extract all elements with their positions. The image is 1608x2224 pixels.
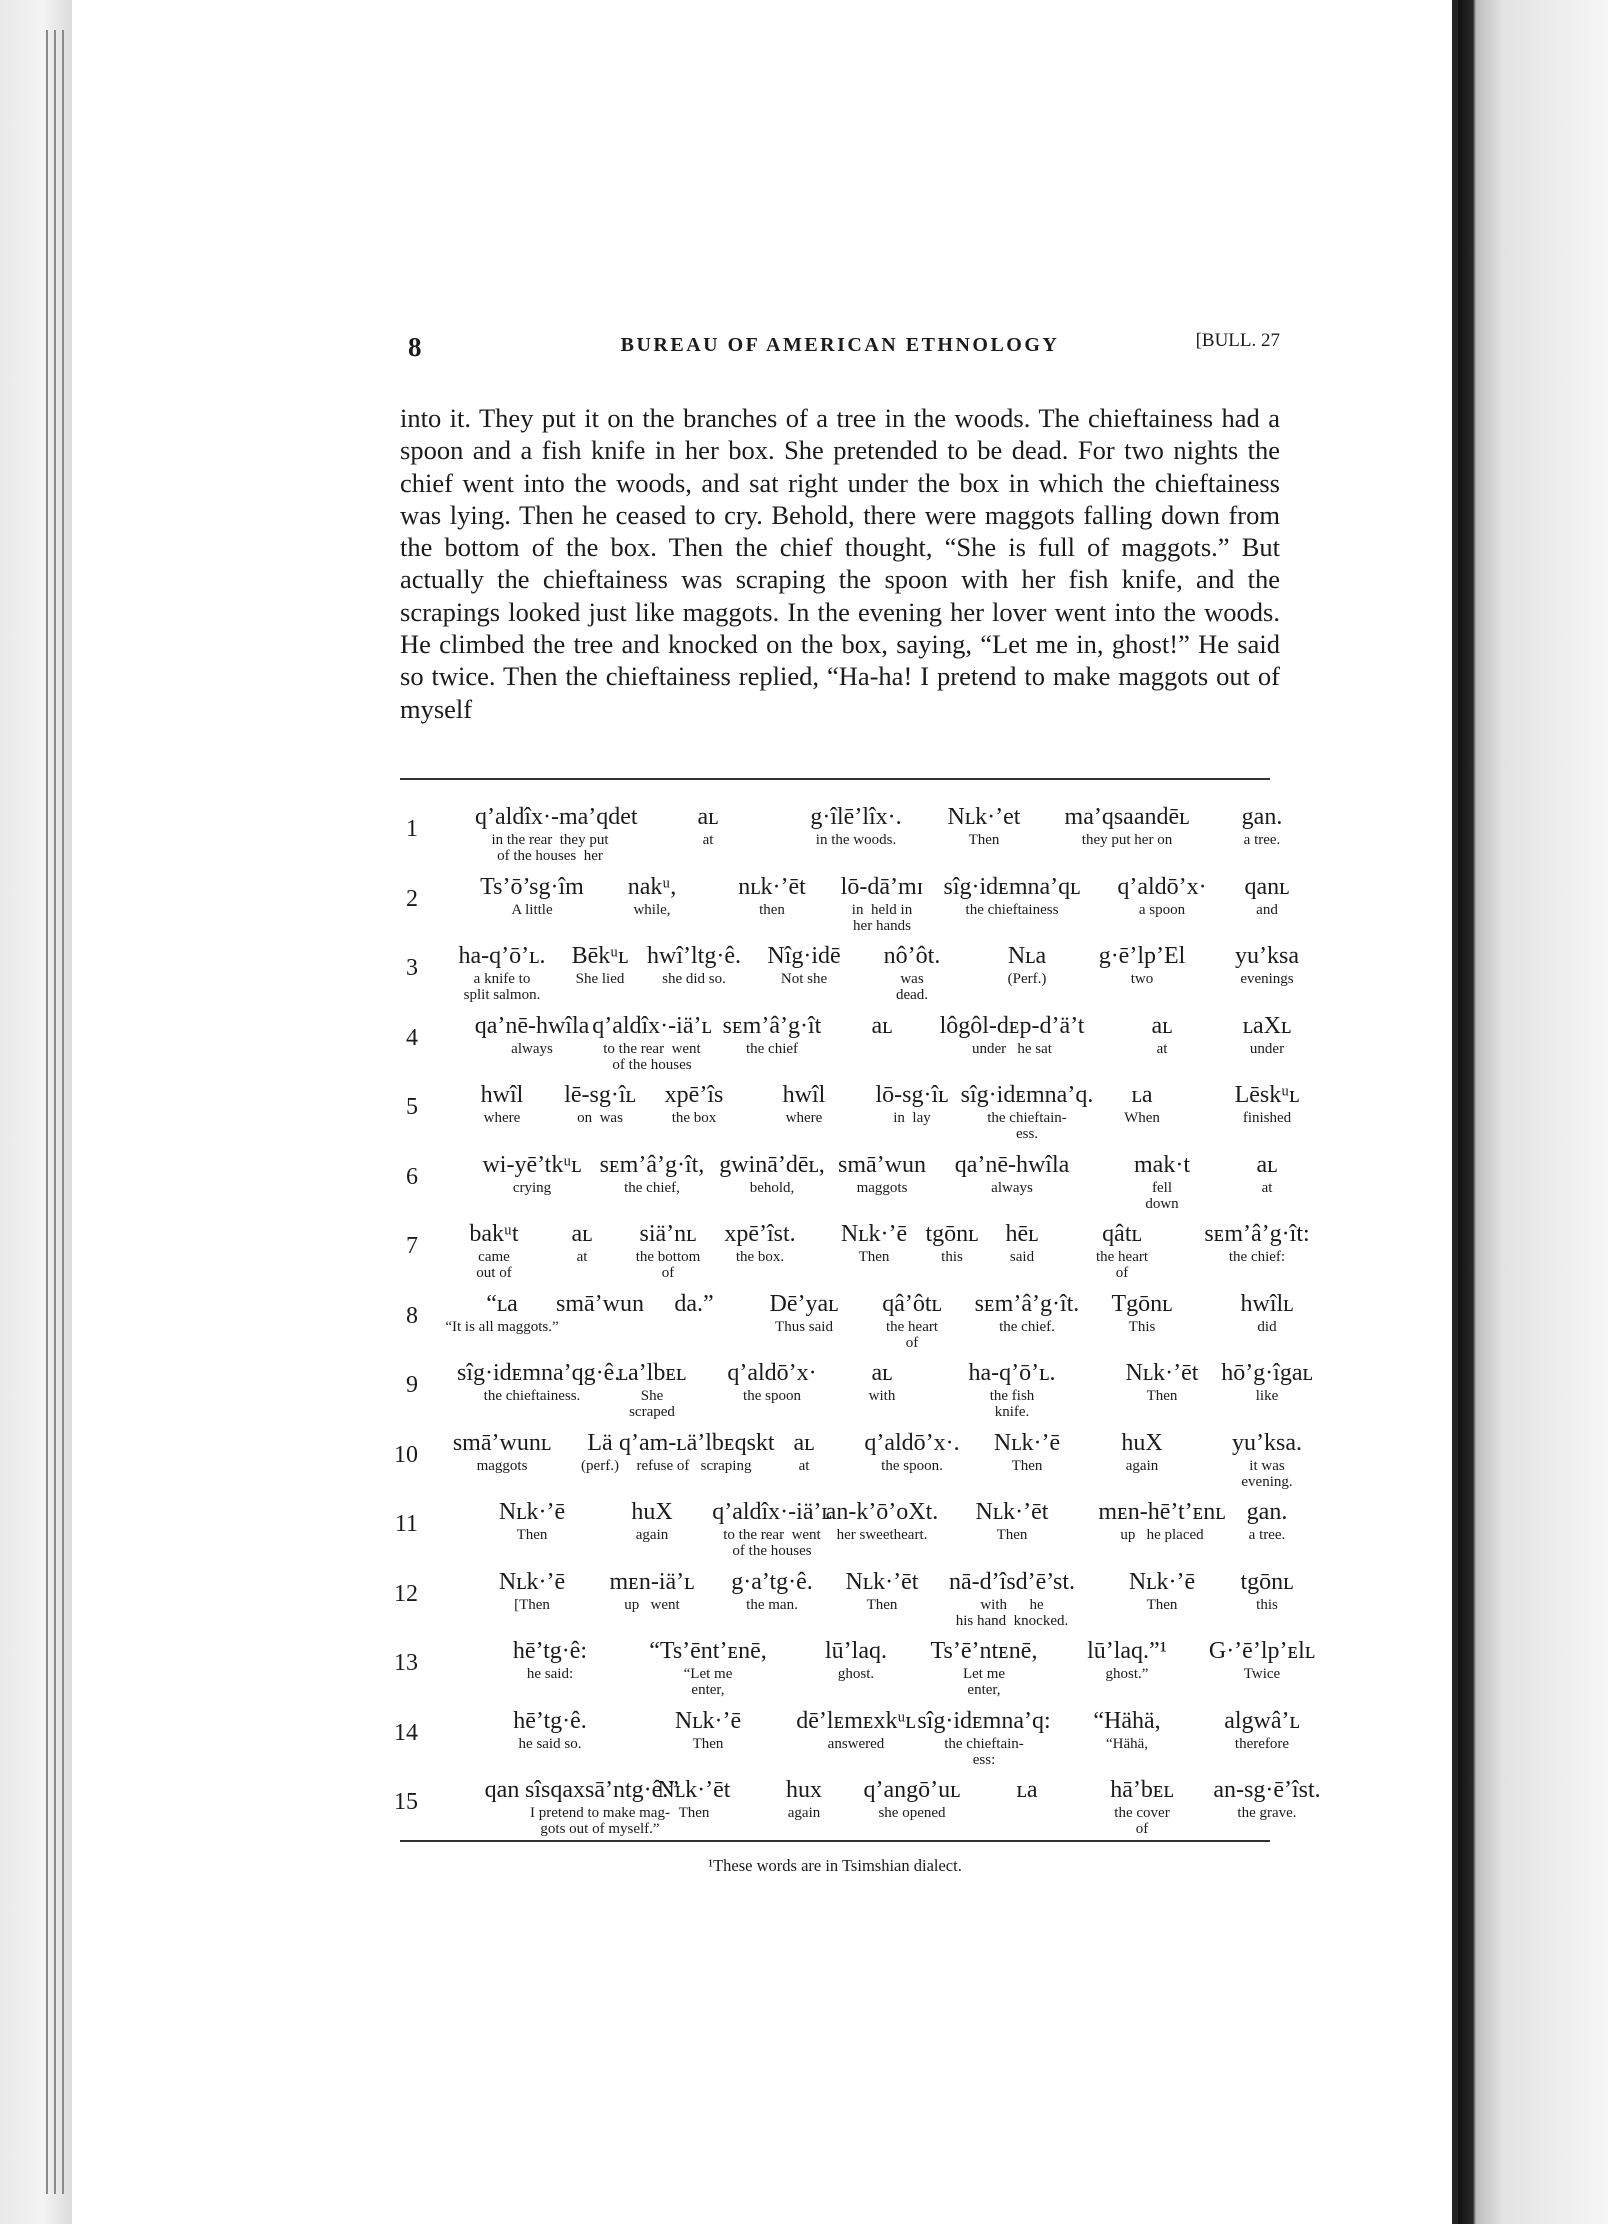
native-word: q’aldîx·-ma’qdet [475, 804, 638, 830]
word-group [475, 1706, 625, 1752]
native-word: hē’tg·ê. [513, 1707, 587, 1734]
native-word: bakᵘt [469, 1221, 519, 1247]
native-word: “ʟa [486, 1290, 518, 1317]
interlinear-line [392, 872, 1290, 944]
page-stack-line [62, 30, 64, 2194]
english-gloss: crying [512, 1179, 552, 1196]
native-word: huX [631, 1499, 673, 1525]
native-word: yu’ksa. [1232, 1429, 1302, 1456]
english-gloss: the spoon. [881, 1457, 943, 1474]
native-word: mᴇn-hē’t’ᴇnʟ [1098, 1499, 1226, 1525]
english-gloss: on was [577, 1110, 623, 1126]
native-word: G·’ē’lp’ᴇlʟ [1208, 1638, 1316, 1664]
word-group [633, 802, 783, 848]
english-gloss: under he sat [972, 1040, 1052, 1057]
page-body [400, 320, 1280, 725]
english-gloss: Then [692, 1735, 724, 1752]
native-word: lū’laq.”¹ [1087, 1638, 1167, 1664]
interlinear-line [392, 1219, 1310, 1291]
native-word: hux [786, 1777, 822, 1803]
english-gloss: “It is all maggots.” [445, 1318, 559, 1335]
native-word: sîg·idᴇmna’q: [917, 1707, 1051, 1734]
english-gloss: answered [827, 1735, 885, 1752]
word-group [1187, 1636, 1337, 1682]
native-word: lō-dā’mɪ [840, 873, 924, 900]
line-number: 8 [406, 1302, 418, 1329]
line-number: 12 [394, 1580, 418, 1607]
english-gloss: the man. [746, 1596, 798, 1613]
english-gloss: the bottom of [635, 1249, 701, 1281]
word-group [937, 1150, 1087, 1196]
native-word: Nʟk·’ēt [1125, 1360, 1199, 1386]
english-gloss: a knife to split salmon. [463, 971, 541, 1003]
word-group [807, 1011, 957, 1041]
english-gloss: under [1249, 1040, 1285, 1057]
english-gloss: the chieftain- ess. [987, 1110, 1067, 1142]
native-word: sᴇm’â’g·ît. [974, 1290, 1080, 1317]
footnote: ¹These words are in Tsimshian dialect. [708, 1856, 962, 1875]
english-gloss: Then [678, 1805, 710, 1821]
native-word: tgōnʟ [1240, 1568, 1294, 1595]
english-gloss: in the woods. [815, 832, 897, 848]
native-word: Nʟk·’ēt [657, 1777, 731, 1803]
english-gloss: did [1257, 1318, 1277, 1335]
native-word: sᴇm’â’g·ît, [599, 1151, 705, 1178]
english-gloss: was dead. [895, 971, 929, 1003]
word-group [807, 1150, 957, 1196]
native-word: an-sg·ē’îst. [1213, 1777, 1321, 1803]
english-gloss: at [798, 1457, 810, 1474]
native-word: q’aldîx·-iä’ʟ [592, 1012, 712, 1039]
native-word: wi-yē’tkᵘʟ [482, 1151, 582, 1178]
word-group [1187, 802, 1337, 848]
native-word: algwâ’ʟ [1224, 1707, 1300, 1734]
english-gloss: (perf.) [581, 1457, 619, 1474]
word-group [807, 872, 957, 934]
english-gloss: behold, [749, 1179, 795, 1196]
interlinear-line [392, 941, 1299, 1013]
english-gloss: he said so. [518, 1735, 582, 1752]
native-word: q’angō’uʟ [863, 1777, 961, 1803]
native-word: q’aldîx·-iä’ʟ [712, 1499, 832, 1525]
native-word: g·îlē’lîx·. [810, 804, 902, 830]
interlinear-line [392, 1289, 1294, 1361]
english-gloss: at [576, 1249, 588, 1265]
native-word: sîg·idᴇmna’q. [960, 1082, 1094, 1108]
english-gloss: fell down [1145, 1179, 1179, 1212]
english-gloss: I pretend to make mag- gots out of myself.” [530, 1805, 670, 1837]
word-group [1047, 1219, 1197, 1281]
native-word: sîg·idᴇmna’qʟ [943, 873, 1081, 900]
word-group [807, 1358, 957, 1404]
interlinear-line [392, 1775, 1321, 1847]
native-word: ma’qsaandēʟ [1064, 804, 1190, 830]
line-number: 7 [406, 1233, 418, 1259]
interlinear-line [392, 1567, 1294, 1639]
english-gloss: a spoon [1138, 901, 1186, 918]
native-word: Nʟk·’ēt [845, 1568, 919, 1595]
scan-left-margin [0, 0, 72, 2224]
word-group [909, 1636, 1059, 1698]
native-word: nô’ôt. [883, 943, 941, 969]
english-gloss: while, [633, 901, 671, 918]
native-word: tgōnʟ [925, 1221, 979, 1247]
word-group [1187, 1706, 1337, 1752]
native-word: g·a’tg·ê. [731, 1568, 813, 1595]
word-group [937, 1497, 1087, 1543]
native-word: da.” [674, 1290, 714, 1317]
native-word: qa’nē-hwîla [474, 1012, 590, 1039]
interlinear-line [392, 1428, 1302, 1500]
line-number: 14 [394, 1719, 418, 1746]
line-number: 6 [406, 1163, 418, 1190]
english-gloss: the chief [745, 1040, 799, 1057]
english-gloss: this [941, 1249, 963, 1265]
native-word: Nʟk·’ē [993, 1429, 1061, 1456]
english-gloss: “Hähä, [1105, 1735, 1149, 1752]
english-gloss: evenings [1240, 971, 1294, 987]
word-group [937, 1358, 1087, 1420]
english-gloss: the grave. [1237, 1805, 1297, 1821]
native-word: ʟaXʟ [1242, 1012, 1292, 1039]
english-gloss: to the rear went of the houses [603, 1040, 701, 1073]
english-gloss: a tree. [1248, 1527, 1286, 1543]
english-gloss: ghost. [837, 1666, 875, 1682]
line-number: 4 [406, 1024, 418, 1051]
english-gloss: came out of [476, 1249, 512, 1281]
english-gloss: up he placed [1120, 1527, 1204, 1543]
native-word: mak·t [1134, 1151, 1190, 1178]
interlinear-line [392, 1358, 1313, 1430]
native-word: siä’nʟ [639, 1221, 697, 1247]
native-word: aʟ [1256, 1151, 1278, 1178]
english-gloss: at [702, 832, 714, 848]
word-group [909, 1706, 1059, 1768]
word-group [475, 1636, 625, 1682]
line-number: 11 [394, 1511, 418, 1537]
word-group [1192, 941, 1342, 987]
english-gloss: Twice [1243, 1666, 1281, 1682]
rule-top [400, 778, 1270, 780]
interlinear-line [392, 1497, 1288, 1569]
english-gloss: at [1156, 1040, 1168, 1057]
native-word: smā’wun [556, 1290, 644, 1317]
english-gloss: Then [968, 832, 1000, 848]
english-gloss: Then [1146, 1596, 1178, 1613]
english-gloss: Let me enter, [962, 1666, 1006, 1698]
native-word: xpē’îst. [724, 1221, 796, 1247]
line-number: 9 [406, 1372, 418, 1398]
english-gloss: the chieftain- ess: [944, 1735, 1024, 1768]
native-word: ʟa [1016, 1777, 1038, 1803]
english-gloss: in held in her hands [851, 901, 913, 934]
native-word: hwîlʟ [1240, 1290, 1294, 1317]
native-word: nʟk·’ēt [738, 873, 806, 900]
running-title: BUREAU OF AMERICAN ETHNOLOGY [620, 334, 1060, 356]
native-word: smā’wun [838, 1151, 926, 1178]
word-group [1192, 1567, 1342, 1613]
english-gloss: finished [1242, 1110, 1292, 1126]
english-gloss: with he his hand knocked. [955, 1596, 1069, 1629]
word-group [807, 1497, 957, 1543]
rule-footnote [400, 1840, 1270, 1842]
native-word: gan. [1241, 804, 1283, 830]
word-group [937, 872, 1087, 918]
native-word: ʟa [1131, 1082, 1153, 1108]
native-word: mᴇn-iä’ʟ [609, 1568, 695, 1595]
line-number: 2 [406, 885, 418, 912]
english-gloss: the chieftainess [965, 901, 1059, 918]
word-group [633, 1636, 783, 1698]
english-gloss: Thus said [775, 1318, 833, 1335]
page-stack-line [46, 30, 48, 2194]
word-group [1192, 1497, 1342, 1543]
native-word: Dē’yaʟ [769, 1290, 839, 1317]
native-word: q’aldō’x· [1117, 873, 1207, 900]
english-gloss: the chief. [999, 1318, 1055, 1335]
english-gloss: it was evening. [1241, 1457, 1293, 1490]
english-gloss: A little [511, 901, 553, 918]
english-gloss: she opened [878, 1805, 946, 1821]
english-gloss: where [785, 1110, 823, 1126]
native-word: smā’wunʟ [452, 1429, 552, 1456]
english-gloss: to the rear went of the houses [723, 1527, 821, 1559]
word-group [1052, 1706, 1202, 1752]
native-word: qa’nē-hwîla [954, 1151, 1070, 1178]
native-word: aʟ [571, 1221, 593, 1247]
english-gloss: This [1128, 1318, 1156, 1335]
native-word: qanʟ [1244, 873, 1290, 900]
english-gloss: they put her on [1081, 832, 1173, 848]
word-group [1052, 1636, 1202, 1682]
word-group [1192, 1775, 1342, 1821]
word-group [909, 802, 1059, 848]
native-word: Tgōnʟ [1111, 1290, 1173, 1317]
native-word: hō’g·îgaʟ [1221, 1360, 1313, 1386]
word-group [807, 1567, 957, 1613]
native-word: sᴇm’â’g·ît: [1204, 1221, 1310, 1247]
native-word: qâ’ôtʟ [882, 1290, 942, 1317]
line-number: 5 [406, 1094, 418, 1120]
translation-paragraph: into it. They put it on the branches of a tree in the woods. The chieftainess had a spoon and a fish knife in her box. She pretended to be dead. For two nights the chief went into the woods, and sat right under the box in which the chieftainess was lying. Then he ceased to cry. Behold, there were maggots falling down from the bottom of the box. Then the chief thought, “She is full of maggots.” But actually the chieftainess was scraping the spoon with her fish knife, and the scrapings looked just like maggots. In the evening her lover went into the woods. He climbed the tree and knocked on the box, saying, “Let me in, ghost!” He said so twice. Then the chieftainess replied, “Ha-ha! I pretend to make maggots out of myself [400, 403, 1280, 724]
english-gloss: the heart of [885, 1318, 939, 1351]
native-word: hē’tg·ê: [512, 1638, 588, 1664]
english-gloss: then [759, 901, 785, 918]
english-gloss: the chieftainess. [483, 1388, 581, 1404]
translation-text [400, 402, 1280, 725]
native-word: Nʟa [1007, 943, 1047, 969]
english-gloss: the box [671, 1110, 717, 1126]
native-word: hwîl [782, 1082, 826, 1108]
native-word: gwinā’dēʟ, [719, 1151, 825, 1178]
line-number: 3 [406, 955, 418, 981]
english-gloss: maggots [476, 1457, 528, 1474]
native-word: nakᵘ, [627, 873, 677, 900]
english-gloss: “Let me enter, [683, 1666, 733, 1698]
english-gloss: She scraped [629, 1388, 675, 1420]
interlinear-line [392, 1706, 1300, 1778]
native-word: aʟ [793, 1429, 815, 1456]
native-word: xpē’îs [664, 1082, 724, 1108]
english-gloss: a tree. [1243, 832, 1281, 848]
native-word: an-k’ō’oXt. [825, 1499, 939, 1525]
native-word: ha-q’ō’ʟ. [968, 1360, 1056, 1386]
word-group [1192, 1150, 1342, 1196]
native-word: lō-sg·îʟ [875, 1082, 949, 1108]
english-gloss: Then [1011, 1457, 1043, 1474]
native-word: g·ē’lp’El [1098, 943, 1186, 969]
native-word: hwîl [480, 1082, 524, 1108]
english-gloss: and [1256, 901, 1278, 918]
native-word: Nʟk·’ē [498, 1568, 566, 1595]
word-group [633, 1706, 783, 1752]
english-gloss: the spoon [743, 1388, 801, 1404]
line-number: 13 [394, 1650, 418, 1676]
english-gloss: said [1009, 1249, 1035, 1265]
english-gloss: Then [858, 1249, 890, 1265]
native-word: Lä [587, 1429, 613, 1456]
native-word: Ts’ō’sg·îm [480, 873, 584, 900]
word-group [1182, 1219, 1332, 1265]
english-gloss: maggots [856, 1179, 908, 1196]
line-number: 15 [394, 1789, 418, 1815]
native-word: yu’ksa [1235, 943, 1299, 969]
english-gloss: again [635, 1527, 669, 1543]
interlinear-line [392, 1011, 1292, 1083]
word-group [1052, 802, 1202, 848]
native-word: Bēkᵘʟ [571, 943, 629, 969]
native-word: Nʟk·’ē [498, 1499, 566, 1525]
bulletin-label: [BULL. 27 [1195, 330, 1280, 351]
native-word: aʟ [871, 1012, 893, 1039]
english-gloss: she did so. [662, 971, 726, 987]
english-gloss: this [1256, 1596, 1278, 1613]
native-word: lē-sg·îʟ [564, 1082, 636, 1108]
native-word: hā’bᴇʟ [1110, 1777, 1174, 1803]
english-gloss: the heart of [1095, 1249, 1149, 1281]
native-word: aʟ [871, 1360, 893, 1386]
english-gloss: always [991, 1179, 1033, 1196]
native-word: Nʟk·’ē [674, 1707, 742, 1734]
english-gloss: two [1130, 971, 1154, 987]
english-gloss: always [511, 1040, 553, 1057]
english-gloss: the fish knife. [989, 1388, 1035, 1420]
native-word: Lēskᵘʟ [1234, 1082, 1300, 1108]
english-gloss: [Then [514, 1596, 550, 1613]
page-stack-line [54, 30, 56, 2194]
native-word: Nʟk·’ē [1128, 1568, 1196, 1595]
page-number: 8 [408, 332, 422, 362]
native-word: q’am-ʟä’lbᴇqskt [619, 1429, 775, 1456]
native-word: qan [484, 1777, 520, 1803]
line-number: 1 [406, 816, 418, 842]
english-gloss: (Perf.) [1007, 971, 1047, 987]
english-gloss: he said: [526, 1666, 574, 1682]
native-word: sᴇm’â’g·ît [722, 1012, 822, 1039]
native-word: ʟa’lbᴇʟ [617, 1360, 687, 1386]
native-word: sîsqaxsā’ntg·ê.” [525, 1777, 679, 1803]
interlinear-line [392, 802, 1283, 874]
native-word: qâtʟ [1102, 1221, 1142, 1247]
native-word: “Hähä, [1093, 1707, 1161, 1734]
english-gloss: Not she [780, 971, 828, 987]
english-gloss: ghost.” [1105, 1666, 1149, 1682]
english-gloss: in the rear they put of the houses her [491, 832, 609, 864]
native-word: q’aldō’x·. [864, 1429, 960, 1456]
english-gloss: Then [996, 1527, 1028, 1543]
word-group [1192, 1428, 1342, 1490]
native-word: sîg·idᴇmna’qg·ê. [457, 1360, 621, 1386]
word-group [937, 1011, 1087, 1057]
english-gloss: When [1124, 1110, 1160, 1126]
native-word: q’aldō’x· [727, 1360, 817, 1386]
interlinear-line [392, 1080, 1300, 1152]
english-gloss: up went [624, 1596, 680, 1613]
english-gloss: where [483, 1110, 521, 1126]
interlinear-line [392, 1636, 1316, 1708]
english-gloss: the box. [735, 1249, 785, 1265]
native-word: Nîg·idē [767, 943, 841, 969]
word-group [475, 802, 638, 864]
native-word: Nʟk·’ēt [975, 1499, 1049, 1525]
scan-right-margin [1458, 0, 1608, 2224]
native-word: Ts’ē’ntᴇnē, [930, 1638, 1038, 1664]
word-group [1192, 1080, 1342, 1126]
native-word: hēʟ [1005, 1221, 1039, 1247]
english-gloss: the chief: [1228, 1249, 1286, 1265]
english-gloss: the chief, [624, 1179, 680, 1196]
english-gloss: again [1125, 1457, 1159, 1474]
page-header [400, 320, 1280, 370]
native-word: Nʟk·’et [947, 804, 1021, 830]
interlinear-line [392, 1150, 1276, 1222]
native-word: hwî’ltg·ê. [647, 943, 741, 969]
english-gloss: with [868, 1388, 896, 1404]
native-word: Nʟk·’ē [840, 1221, 908, 1247]
english-gloss: Then [516, 1527, 548, 1543]
english-gloss: her sweetheart. [836, 1527, 928, 1543]
word-group [1192, 872, 1342, 918]
english-gloss: refuse of scraping [636, 1457, 752, 1474]
word-group [937, 1567, 1087, 1629]
native-word: nā-d’îsd’ē’st. [949, 1568, 1075, 1595]
word-group [1192, 1011, 1342, 1057]
native-word: lū’laq. [825, 1638, 887, 1664]
native-word: “Ts’ēnt’ᴇnē, [649, 1638, 767, 1664]
native-word: huX [1121, 1429, 1163, 1456]
native-word: gan. [1246, 1499, 1288, 1525]
english-gloss: in lay [893, 1110, 931, 1126]
native-word: dē’lᴇmᴇxkᵘʟ [796, 1707, 916, 1734]
english-gloss: She lied [575, 971, 625, 987]
native-word: aʟ [697, 804, 719, 830]
english-gloss: the cover of [1114, 1805, 1170, 1837]
english-gloss: at [1261, 1179, 1273, 1196]
word-group [1192, 1289, 1342, 1335]
english-gloss: again [787, 1805, 821, 1821]
word-group [1192, 1358, 1342, 1404]
english-gloss: therefore [1234, 1735, 1290, 1752]
line-number: 10 [394, 1441, 418, 1468]
english-gloss: Then [866, 1596, 898, 1613]
native-word: aʟ [1151, 1012, 1173, 1039]
native-word: ha-q’ō’ʟ. [458, 943, 546, 969]
english-gloss: like [1255, 1388, 1279, 1404]
english-gloss: Then [1146, 1388, 1178, 1404]
native-word: lôgôl-dᴇp-d’ä’t [939, 1012, 1085, 1039]
